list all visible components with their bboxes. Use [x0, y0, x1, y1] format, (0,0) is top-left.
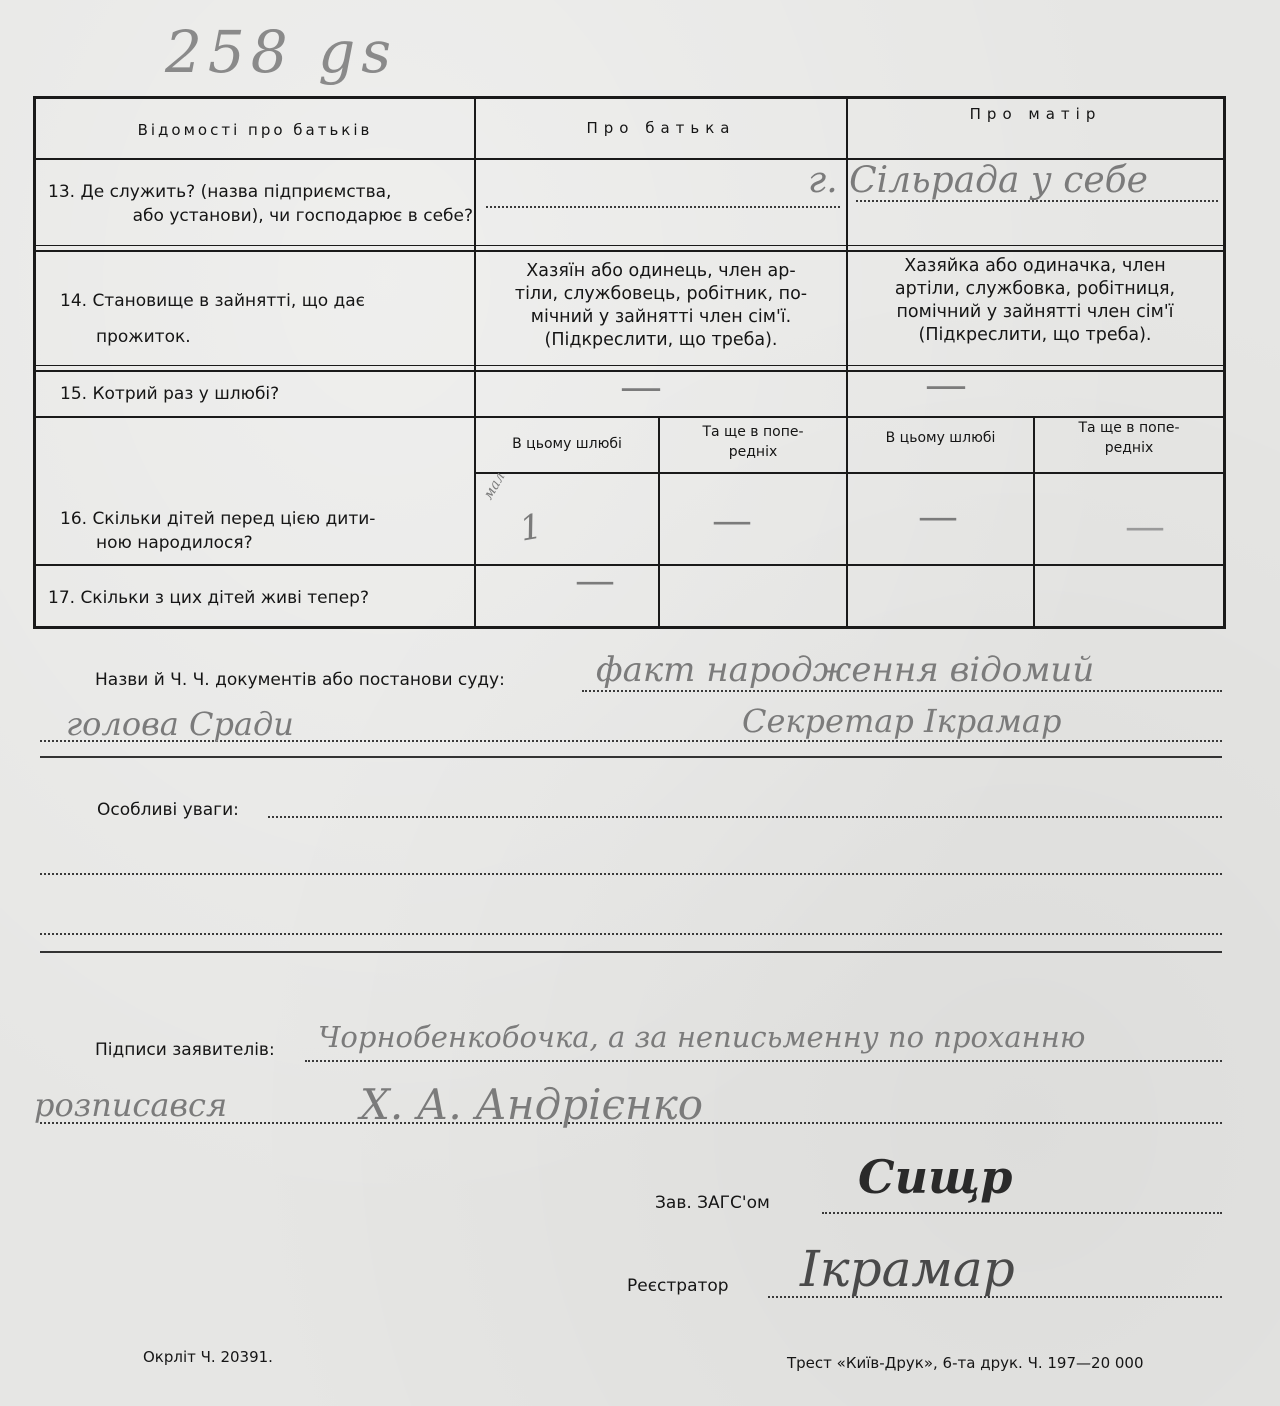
row13-question-line2: або установи), чи господарює в себе?	[132, 206, 473, 226]
row16-mother-this-value: —	[918, 494, 958, 540]
signatures-handwritten-line2-right: Х. А. Андрієнко	[360, 1080, 704, 1129]
row14-question	[60, 283, 460, 355]
signatures-label: Підписи заявителів:	[95, 1040, 275, 1060]
row16-father-this-marriage-header: В цьому шлюбі	[512, 436, 622, 452]
row16-mother-previous-header	[1035, 418, 1223, 458]
row14-question-line1: 14. Становище в зайнятті, що дає	[60, 291, 366, 311]
row14-mother-line4: (Підкреслити, що треба).	[918, 325, 1152, 345]
row14-father-line2: тіли, службовець, робітник, по-	[514, 284, 808, 304]
header-mother: Про матір	[969, 105, 1102, 123]
documents-handwritten-line2-left: голова Сради	[66, 705, 294, 743]
registrar-signature: Ікрамар	[800, 1240, 1015, 1298]
table-column-rule	[474, 99, 476, 626]
row17-father-value: —	[575, 558, 615, 604]
row13-father-dotted-line	[486, 206, 840, 208]
header-parents-info: Відомості про батьків	[137, 121, 373, 139]
row16-mother-this-marriage-header: В цьому шлюбі	[885, 430, 996, 446]
row14-father-options	[488, 260, 834, 352]
documents-label: Назви й Ч. Ч. документів або постанови суду:	[95, 670, 505, 690]
row14-mother-line1: Хазяйка або одиначка, член	[904, 256, 1166, 276]
row16-father-previous-line1: Та ще в попе-	[702, 424, 804, 440]
row13-question-line1: 13. Де служить? (назва підприємства,	[48, 182, 392, 202]
row16-father-prev-value: —	[712, 498, 752, 544]
row16-father-this-note: мал	[480, 469, 509, 503]
row16-question-line1: 16. Скільки дітей перед цією дити-	[60, 509, 376, 529]
row15-father-value: —	[620, 362, 662, 411]
row16-mother-previous-line1: Та ще в попе-	[1078, 420, 1180, 436]
documents-dotted-line-1	[582, 690, 1222, 692]
table-rule	[474, 472, 1223, 474]
row14-father-line3: мічний у зайнятті член сім'ї.	[530, 307, 792, 327]
registrar-label: Реєстратор	[627, 1276, 729, 1296]
row13-mother-handwritten: г. Сільрада у себе	[808, 160, 1148, 201]
remarks-label: Особливі уваги:	[97, 800, 239, 820]
row17-question: 17. Скільки з цих дітей живі тепер?	[48, 588, 369, 608]
row16-mother-prev-value: —	[1125, 504, 1165, 550]
table-rule	[36, 250, 1223, 252]
row16-mother-previous-line2: редніх	[1104, 440, 1154, 456]
row14-mother-line3: помічний у зайнятті член сім'ї	[896, 302, 1174, 322]
row14-father-line4: (Підкреслити, що треба).	[544, 330, 778, 350]
table-rule	[36, 564, 1223, 566]
remarks-dotted-line-2	[40, 873, 1222, 875]
zags-signature-line	[822, 1212, 1222, 1214]
zags-signature: Сищр	[858, 1150, 1013, 1204]
table-rule	[36, 245, 1223, 246]
row13-question	[48, 180, 473, 228]
row16-father-this-value: 1	[516, 506, 545, 550]
remarks-dotted-line-1	[268, 816, 1222, 818]
remarks-dotted-line-3	[40, 933, 1222, 935]
footer-censor-number: Окрліт Ч. 20391.	[143, 1348, 273, 1366]
row14-mother-options	[862, 255, 1208, 347]
row16-question	[60, 507, 460, 555]
documents-rule	[40, 756, 1222, 758]
page-number-handwritten: 258 gs	[165, 18, 398, 86]
signatures-handwritten-line1: Чорнобенкобочка, а за неписьменну по проханню	[318, 1020, 1086, 1054]
row16-father-previous-header	[660, 422, 846, 462]
documents-handwritten-line2-right: Секретар Ікрамар	[742, 702, 1062, 740]
row15-mother-value: —	[925, 360, 967, 409]
row14-question-line2: прожиток.	[96, 327, 191, 347]
row14-father-line1: Хазяїн або одинець, член ар-	[526, 261, 796, 281]
row16-question-line2: ною народилося?	[96, 533, 253, 553]
documents-handwritten-line1: факт народження відомий	[596, 650, 1095, 690]
signatures-dotted-line-1	[305, 1060, 1222, 1062]
zags-head-label: Зав. ЗАГС'ом	[655, 1193, 770, 1213]
remarks-rule	[40, 951, 1222, 953]
signatures-handwritten-line2-left: розписався	[34, 1086, 228, 1124]
row15-question: 15. Котрий раз у шлюбі?	[60, 384, 280, 404]
footer-printer-info: Трест «Київ-Друк», 6-та друк. Ч. 197—20 000	[787, 1354, 1144, 1372]
row14-mother-line2: артіли, службовка, робітниця,	[894, 279, 1176, 299]
header-father: Про батька	[586, 119, 736, 137]
row16-father-previous-line2: редніх	[728, 444, 778, 460]
